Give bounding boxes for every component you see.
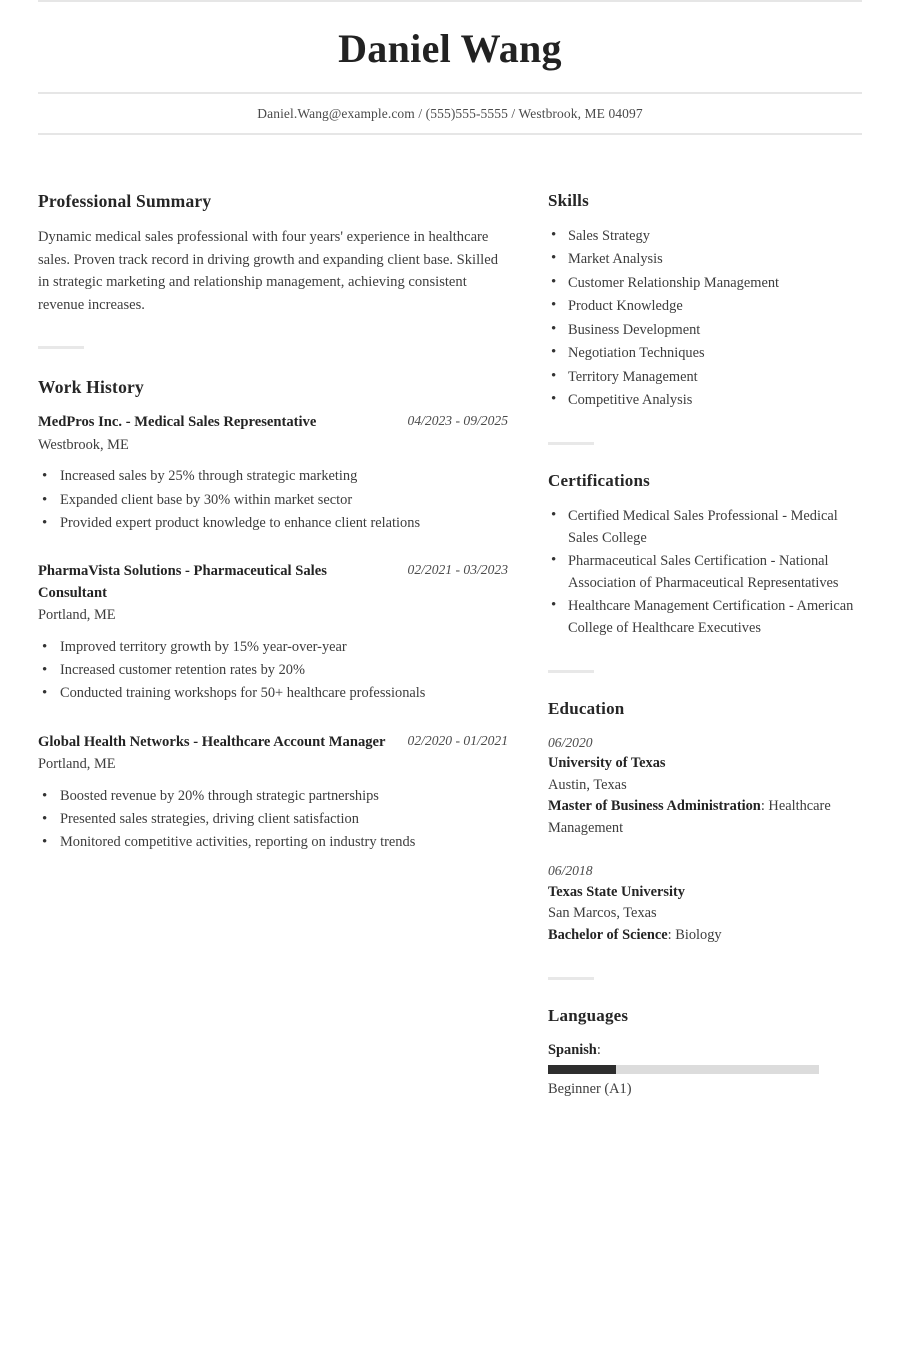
language-name-line — [548, 1040, 862, 1062]
right-divider-2 — [548, 670, 594, 673]
languages-title: Languages — [548, 1005, 629, 1025]
job-header — [38, 732, 508, 753]
education-degree: Master of Business Administration — [548, 798, 761, 815]
certifications-list — [548, 505, 862, 640]
certification-item: • Pharmaceutical Sales Certification - National Association of Pharmaceutical Representatives — [548, 550, 862, 595]
education-degree-line — [548, 925, 862, 947]
section-education — [548, 699, 862, 947]
job-location: Portland, ME — [38, 755, 116, 772]
education-degree-separator: : — [667, 927, 676, 943]
right-column — [548, 191, 862, 1101]
job-header — [38, 561, 508, 603]
left-column — [38, 191, 548, 855]
certifications-title: Certifications — [548, 470, 650, 490]
section-professional-summary — [38, 191, 508, 316]
language-proficiency-bar — [548, 1065, 819, 1074]
language-level: Beginner (A1) — [548, 1081, 632, 1098]
section-certifications — [548, 471, 862, 640]
education-location: Austin, Texas — [548, 776, 627, 793]
job-bullet-list — [38, 465, 508, 535]
right-divider-3 — [548, 977, 594, 980]
certification-item: • Healthcare Management Certification - American College of Healthcare Executives — [548, 595, 862, 640]
section-work-history — [38, 377, 508, 854]
certification-item: • Certified Medical Sales Professional - Medical Sales College — [548, 505, 862, 550]
language-name-separator: : — [596, 1041, 601, 1058]
skill-item: • Competitive Analysis — [548, 389, 862, 411]
skill-item: • Business Development — [548, 319, 862, 341]
education-degree-separator: : — [760, 798, 769, 815]
skill-item: • Negotiation Techniques — [548, 342, 862, 364]
job-dates: 02/2021 - 03/2023 — [407, 562, 508, 578]
skill-item: • Territory Management — [548, 366, 862, 388]
job-bullet: • Conducted training workshops for 50+ healthcare professionals — [38, 682, 508, 705]
job-bullet: • Monitored competitive activities, reporting on industry trends — [38, 831, 508, 854]
job-bullet: • Improved territory growth by 15% year-over-year — [38, 636, 508, 659]
section-skills — [548, 191, 862, 412]
job-title: PharmaVista Solutions - Pharmaceutical Sales Consultant — [38, 563, 327, 601]
work-history-entry — [38, 561, 508, 705]
language-entry — [548, 1040, 862, 1101]
skills-list — [548, 225, 862, 412]
education-date: 06/2020 — [548, 734, 593, 750]
job-bullet: • Expanded client base by 30% within market sector — [38, 489, 508, 512]
skill-item: • Customer Relationship Management — [548, 272, 862, 294]
job-dates: 04/2023 - 09/2025 — [407, 413, 508, 429]
education-title: Education — [548, 698, 625, 718]
education-school: University of Texas — [548, 754, 666, 771]
skill-item: • Product Knowledge — [548, 295, 862, 317]
job-bullet: • Increased sales by 25% through strategic marketing — [38, 465, 508, 488]
resume-body — [0, 135, 900, 1101]
professional-summary-text: Dynamic medical sales professional with four years' experience in healthcare sales. Proven track record in driving growth and expanding client base. Skilled in strategic marketing and relationship management, achieving consistent revenue increases. — [38, 229, 498, 313]
education-entry — [548, 861, 862, 946]
job-bullet-list — [38, 636, 508, 706]
education-degree: Bachelor of Science — [548, 927, 668, 943]
job-bullet-list — [38, 785, 508, 855]
skill-item: • Market Analysis — [548, 248, 862, 270]
work-history-title: Work History — [38, 377, 144, 398]
professional-summary-title: Professional Summary — [38, 191, 212, 211]
education-field: Healthcare Management — [548, 798, 831, 836]
education-location: San Marcos, Texas — [548, 905, 657, 922]
job-location: Portland, ME — [38, 606, 116, 623]
job-bullet: • Presented sales strategies, driving client satisfaction — [38, 808, 508, 831]
work-history-entry — [38, 732, 508, 855]
candidate-name: Daniel Wang — [338, 26, 562, 71]
education-school: Texas State University — [548, 883, 685, 900]
job-title: Global Health Networks - Healthcare Account Manager — [38, 733, 386, 750]
job-header — [38, 412, 508, 433]
education-degree-line — [548, 796, 862, 839]
name-block — [38, 2, 862, 92]
education-entry — [548, 733, 862, 840]
education-field: Biology — [675, 927, 722, 943]
job-bullet: • Increased customer retention rates by 20% — [38, 659, 508, 682]
language-proficiency-fill — [548, 1065, 616, 1074]
skill-item: • Sales Strategy — [548, 225, 862, 247]
job-bullet: • Boosted revenue by 20% through strategic partnerships — [38, 785, 508, 808]
job-dates: 02/2020 - 01/2021 — [407, 732, 508, 748]
work-history-entry — [38, 412, 508, 535]
education-date: 06/2018 — [548, 863, 593, 879]
right-divider-1 — [548, 442, 594, 445]
skills-title: Skills — [548, 191, 589, 210]
section-languages — [548, 1006, 862, 1101]
left-divider-1 — [38, 346, 84, 349]
contact-line: Daniel.Wang@example.com / (555)555-5555 / Westbrook, ME 04097 — [257, 106, 643, 121]
resume-header — [0, 0, 900, 135]
job-location: Westbrook, ME — [38, 436, 129, 453]
job-bullet: • Provided expert product knowledge to enhance client relations — [38, 512, 508, 535]
job-title: MedPros Inc. - Medical Sales Representative — [38, 414, 317, 431]
language-name: Spanish — [548, 1041, 597, 1058]
